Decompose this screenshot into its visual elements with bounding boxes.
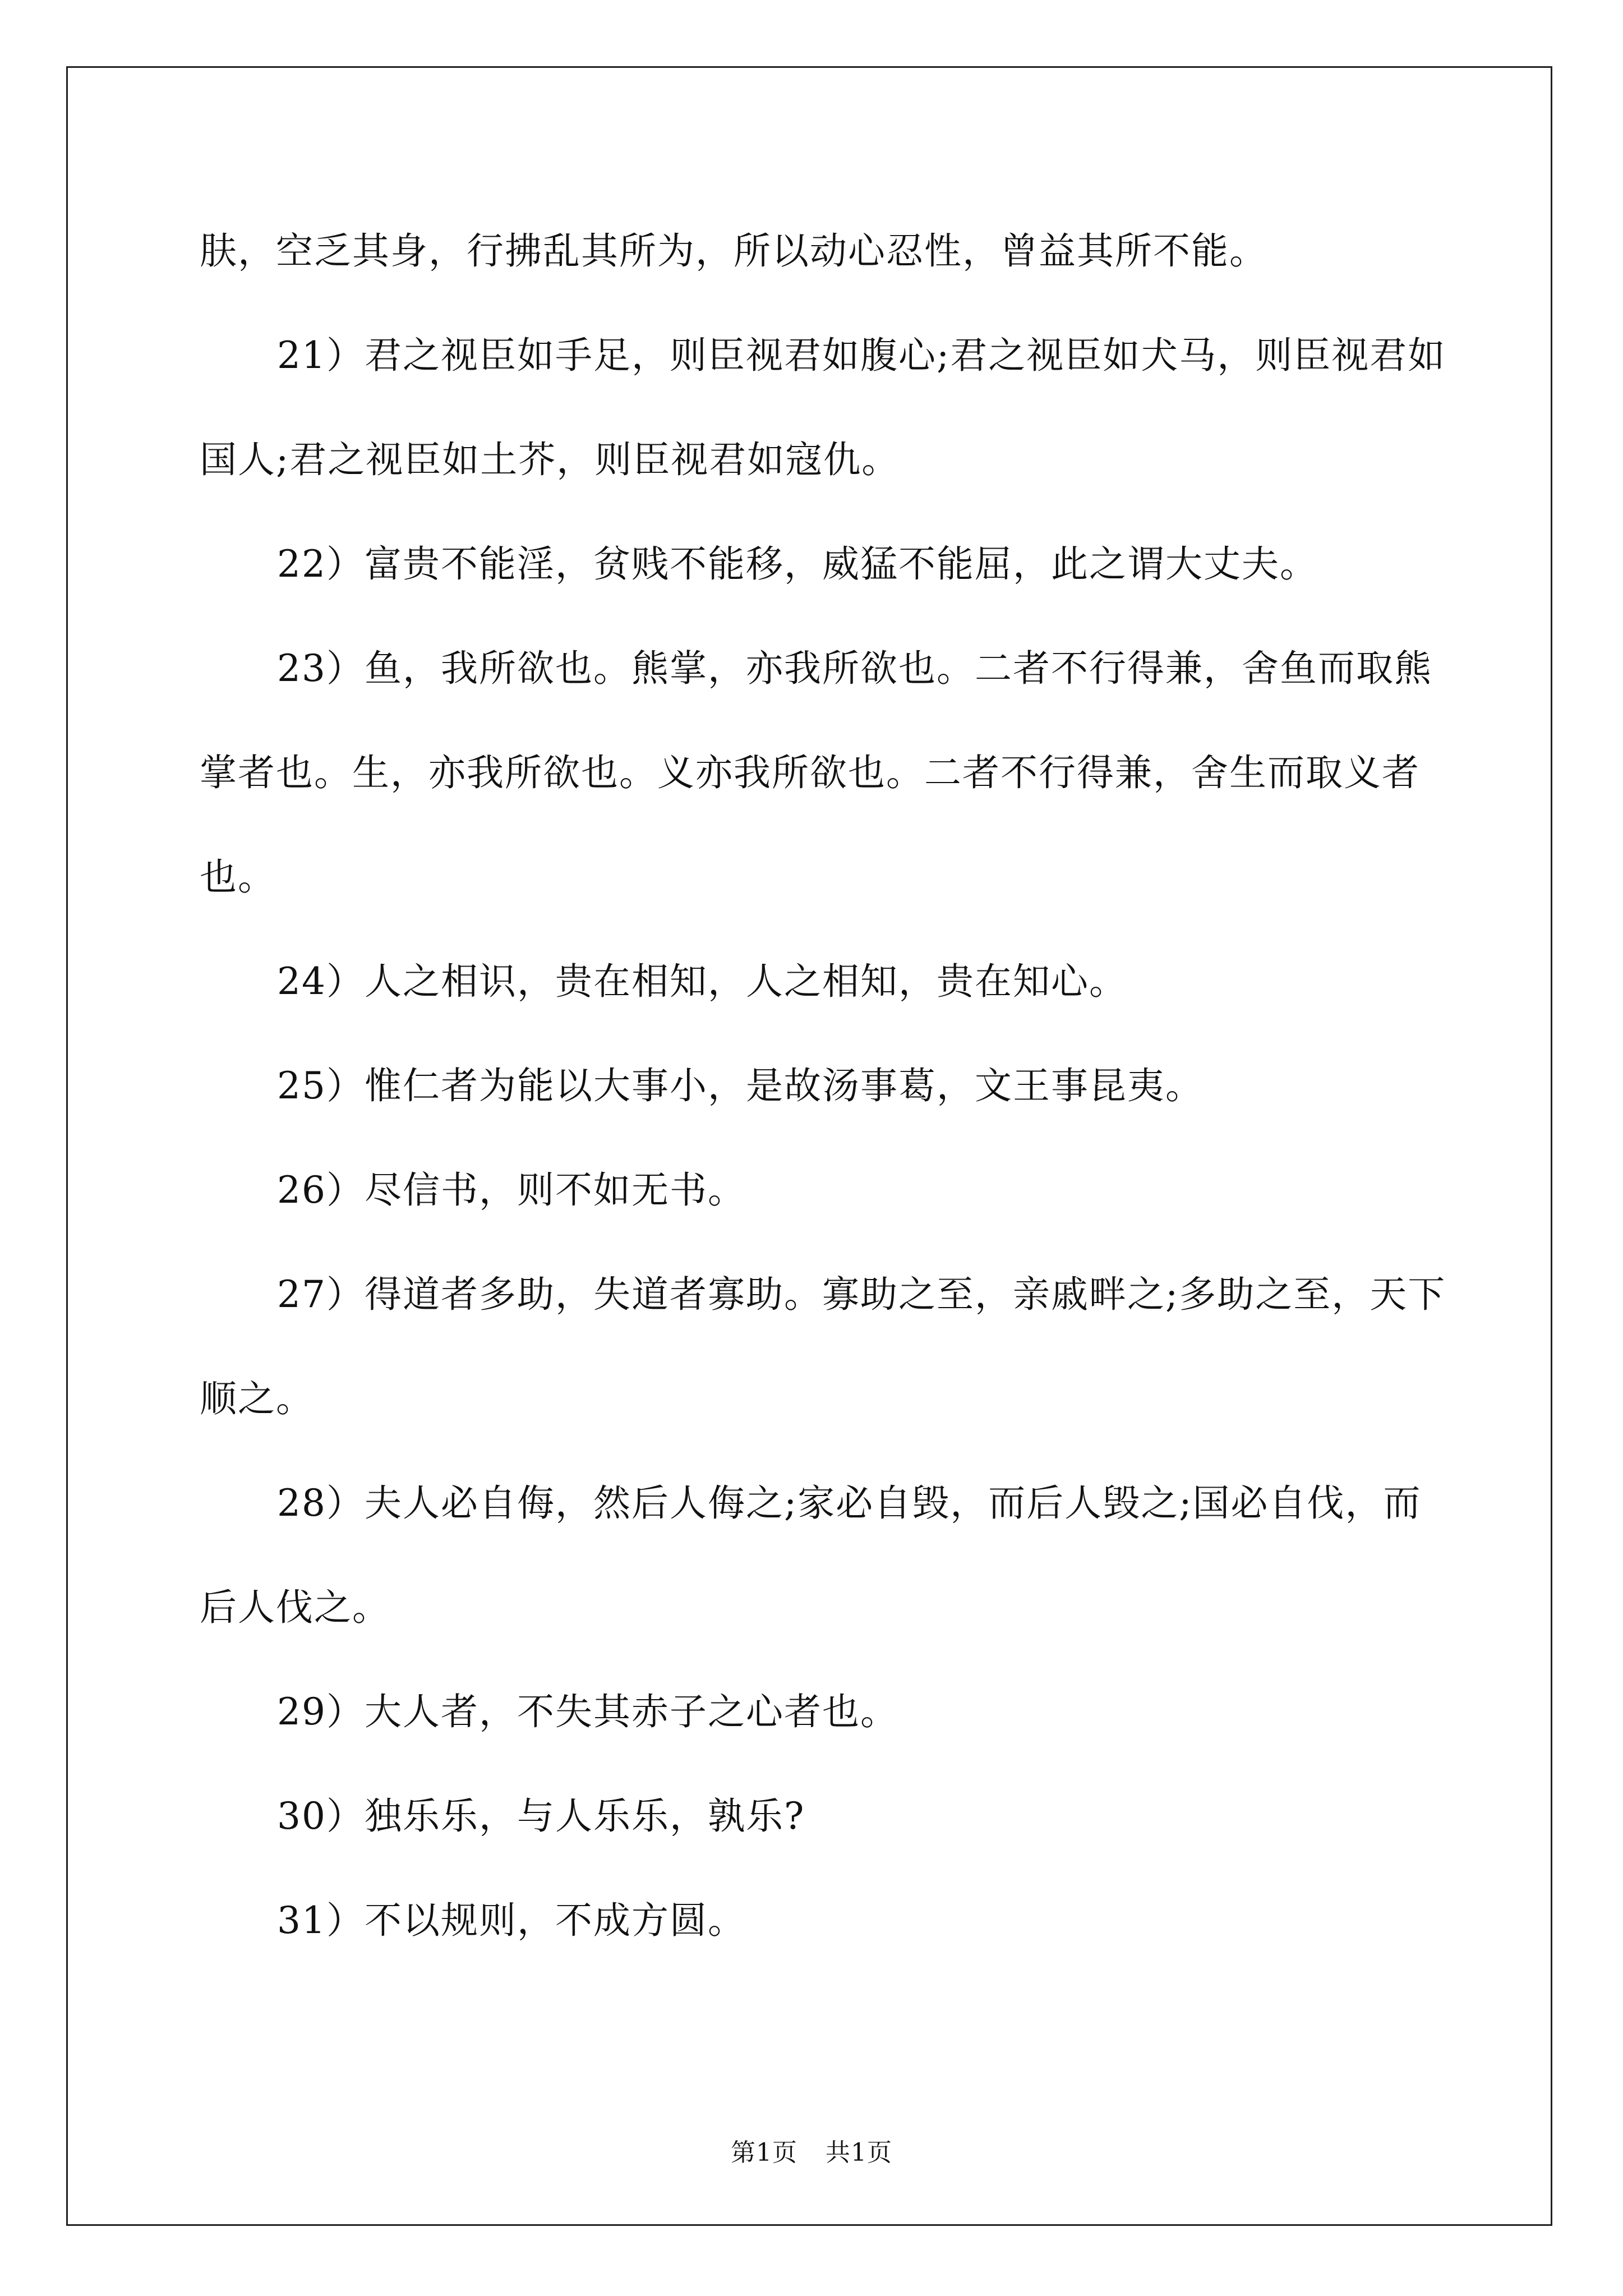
paragraph-25: 25）惟仁者为能以大事小，是故汤事葛，文王事昆夷。: [277, 1064, 1204, 1107]
document-body: [200, 199, 1456, 1973]
paragraph-28: 28）夫人必自侮，然后人侮之;家必自毁，而后人毁之;国必自伐，而后人伐之。: [200, 1481, 1422, 1629]
page-number-total: 共1页: [826, 2138, 892, 2167]
paragraph-21: 21）君之视臣如手足，则臣视君如腹心;君之视臣如犬马，则臣视君如国人;君之视臣如土芥，则臣视君如寇仇。: [200, 334, 1446, 481]
page-footer: [0, 2136, 1623, 2170]
paragraph-continuation: 肤，空乏其身，行拂乱其所为，所以动心忍性，曾益其所不能。: [200, 229, 1267, 273]
page-number-current: 第1页: [731, 2138, 797, 2167]
paragraph-22: 22）富贵不能淫，贫贱不能移，威猛不能屈，此之谓大丈夫。: [277, 542, 1318, 586]
paragraph-30: 30）独乐乐，与人乐乐，孰乐?: [277, 1795, 805, 1838]
paragraph-24: 24）人之相识，贵在相知，人之相知，贵在知心。: [277, 960, 1127, 1003]
paragraph-29: 29）大人者，不失其赤子之心者也。: [277, 1690, 898, 1733]
paragraph-23: 23）鱼，我所欲也。熊掌，亦我所欲也。二者不行得兼，舍鱼而取熊掌者也。生，亦我所欲也。义亦我所欲也。二者不行得兼，舍生而取义者也。: [200, 647, 1432, 899]
paragraph-26: 26）尽信书，则不如无书。: [277, 1168, 746, 1212]
paragraph-27: 27）得道者多助，失道者寡助。寡助之至，亲戚畔之;多助之至，天下顺之。: [200, 1273, 1446, 1420]
paragraph-31: 31）不以规则，不成方圆。: [277, 1899, 746, 1942]
